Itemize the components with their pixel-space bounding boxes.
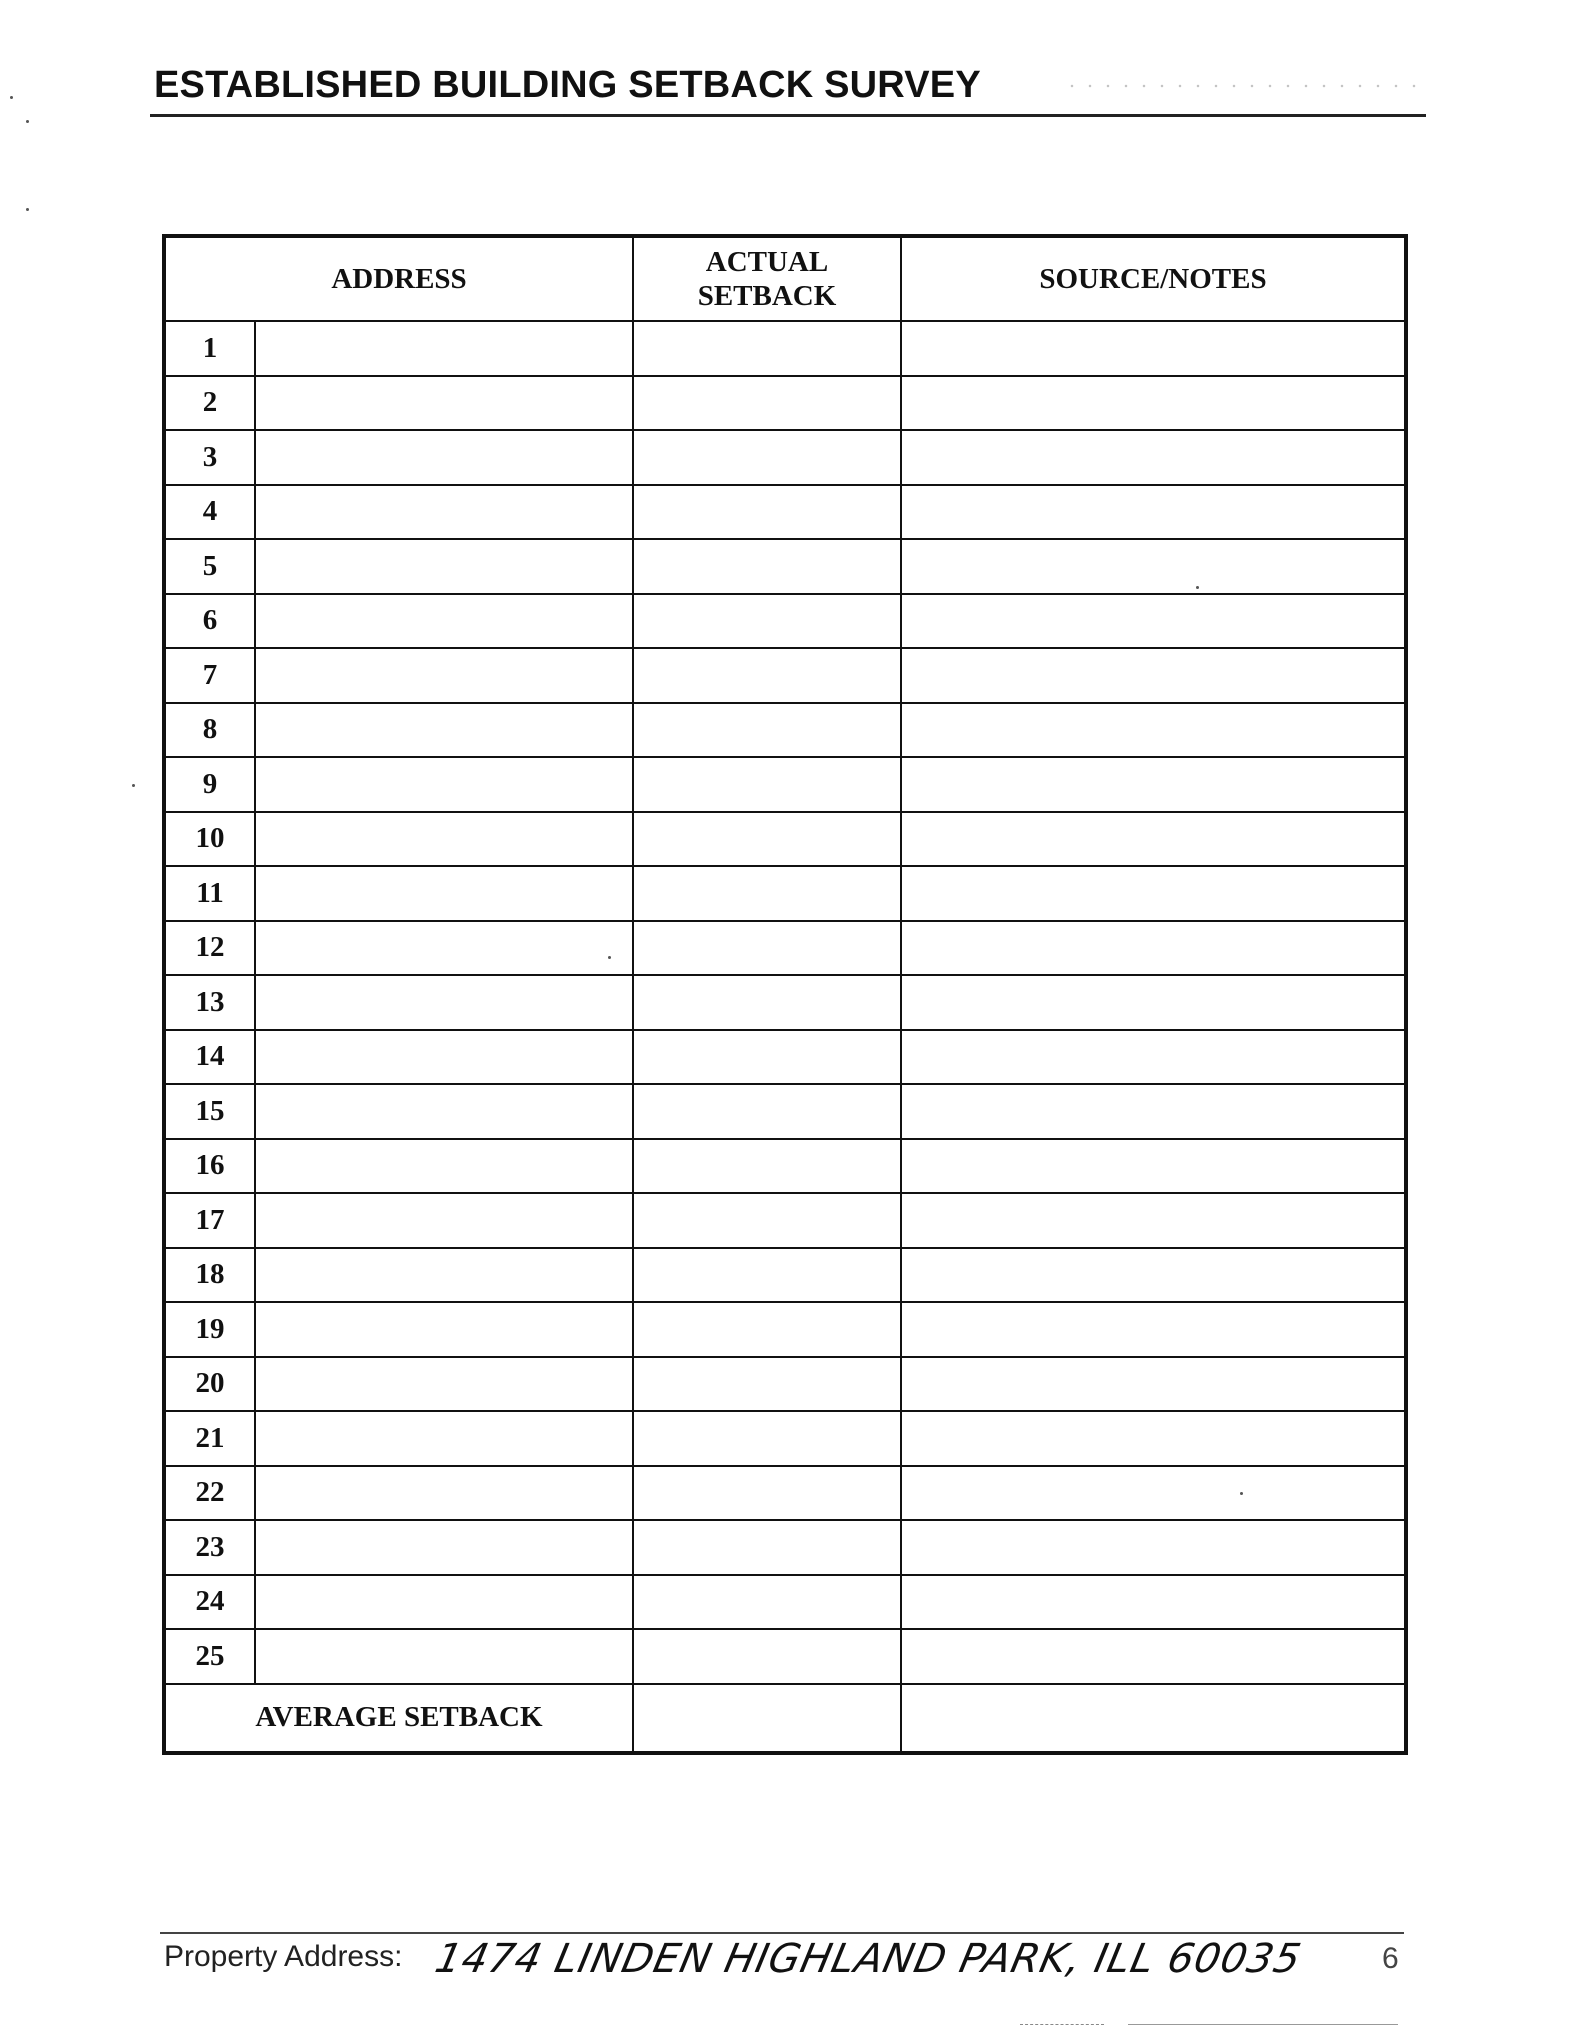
property-address-handwritten: 1474 LINDEN HIGHLAND PARK, ILL 60035 (431, 1936, 1306, 1982)
address-cell[interactable] (255, 1357, 633, 1412)
address-cell[interactable] (255, 594, 633, 649)
actual-setback-cell[interactable] (633, 1629, 901, 1684)
row-number: 10 (165, 812, 255, 867)
source-notes-cell[interactable] (901, 1629, 1405, 1684)
document-title: ESTABLISHED BUILDING SETBACK SURVEY (154, 64, 981, 106)
actual-setback-cell[interactable] (633, 1302, 901, 1357)
address-cell[interactable] (255, 539, 633, 594)
address-cell[interactable] (255, 1411, 633, 1466)
row-number: 21 (165, 1411, 255, 1466)
table-row (165, 1520, 1405, 1575)
row-number: 4 (165, 485, 255, 540)
scan-speck (10, 96, 13, 99)
page-number: 6 (1382, 1942, 1399, 1975)
address-cell[interactable] (255, 1575, 633, 1630)
row-number: 20 (165, 1357, 255, 1412)
row-number: 8 (165, 703, 255, 758)
actual-setback-cell[interactable] (633, 866, 901, 921)
footer-divider (160, 1932, 1404, 1934)
source-notes-cell[interactable] (901, 1411, 1405, 1466)
row-number: 22 (165, 1466, 255, 1521)
row-number: 2 (165, 376, 255, 431)
actual-setback-cell[interactable] (633, 975, 901, 1030)
row-number: 12 (165, 921, 255, 976)
address-cell[interactable] (255, 757, 633, 812)
average-setback-value-cell[interactable] (633, 1684, 901, 1752)
table-row (165, 757, 1405, 812)
actual-setback-cell[interactable] (633, 1030, 901, 1085)
average-setback-label: AVERAGE SETBACK (165, 1684, 633, 1752)
row-number: 25 (165, 1629, 255, 1684)
actual-setback-cell[interactable] (633, 485, 901, 540)
source-notes-cell[interactable] (901, 321, 1405, 376)
address-cell[interactable] (255, 1139, 633, 1194)
source-notes-cell[interactable] (901, 648, 1405, 703)
row-number: 5 (165, 539, 255, 594)
table-row (165, 1466, 1405, 1521)
table-row (165, 1084, 1405, 1139)
row-number: 23 (165, 1520, 255, 1575)
address-cell[interactable] (255, 975, 633, 1030)
source-notes-cell[interactable] (901, 921, 1405, 976)
scan-speck (26, 120, 29, 123)
source-notes-cell[interactable] (901, 812, 1405, 867)
source-notes-cell[interactable] (901, 376, 1405, 431)
row-number: 7 (165, 648, 255, 703)
address-cell[interactable] (255, 812, 633, 867)
table-row (165, 703, 1405, 758)
address-cell[interactable] (255, 1084, 633, 1139)
actual-setback-cell[interactable] (633, 430, 901, 485)
scan-artifact-line (1128, 2024, 1398, 2025)
average-notes-cell[interactable] (901, 1684, 1405, 1752)
header-actual-setback (633, 237, 901, 321)
property-address-label: Property Address: (164, 1940, 403, 1973)
table-row (165, 1248, 1405, 1303)
source-notes-cell[interactable] (901, 1575, 1405, 1630)
table-body (165, 321, 1405, 1684)
address-cell[interactable] (255, 1466, 633, 1521)
scan-speck (132, 784, 135, 787)
row-number: 19 (165, 1302, 255, 1357)
address-cell[interactable] (255, 430, 633, 485)
actual-setback-cell[interactable] (633, 594, 901, 649)
scan-speck (26, 208, 29, 211)
source-notes-cell[interactable] (901, 539, 1405, 594)
actual-setback-cell[interactable] (633, 539, 901, 594)
address-cell[interactable] (255, 1248, 633, 1303)
actual-setback-cell[interactable] (633, 1466, 901, 1521)
row-number: 14 (165, 1030, 255, 1085)
row-number: 1 (165, 321, 255, 376)
row-number: 11 (165, 866, 255, 921)
table-row (165, 866, 1405, 921)
actual-setback-cell[interactable] (633, 1193, 901, 1248)
table-row (165, 1575, 1405, 1630)
source-notes-cell[interactable] (901, 1520, 1405, 1575)
scan-speck (608, 956, 611, 959)
table-row (165, 430, 1405, 485)
actual-setback-cell[interactable] (633, 1575, 901, 1630)
source-notes-cell[interactable] (901, 485, 1405, 540)
table-row (165, 1030, 1405, 1085)
scan-speck (1196, 586, 1199, 589)
table-header-row (165, 237, 1405, 321)
scan-artifact-line (1020, 2024, 1104, 2025)
actual-setback-cell[interactable] (633, 1411, 901, 1466)
table-row (165, 594, 1405, 649)
actual-setback-cell[interactable] (633, 1357, 901, 1412)
header-address: ADDRESS (165, 237, 633, 321)
setback-survey-table (164, 236, 1406, 1753)
actual-setback-cell[interactable] (633, 757, 901, 812)
address-cell[interactable] (255, 485, 633, 540)
table-row (165, 1411, 1405, 1466)
table-row (165, 1629, 1405, 1684)
row-number: 17 (165, 1193, 255, 1248)
row-number: 6 (165, 594, 255, 649)
address-cell[interactable] (255, 1193, 633, 1248)
address-cell[interactable] (255, 1030, 633, 1085)
actual-setback-cell[interactable] (633, 1248, 901, 1303)
address-cell[interactable] (255, 376, 633, 431)
source-notes-cell[interactable] (901, 1084, 1405, 1139)
address-cell[interactable] (255, 648, 633, 703)
source-notes-cell[interactable] (901, 1248, 1405, 1303)
actual-setback-cell[interactable] (633, 1139, 901, 1194)
source-notes-cell[interactable] (901, 1030, 1405, 1085)
row-number: 9 (165, 757, 255, 812)
table-row (165, 648, 1405, 703)
actual-setback-cell[interactable] (633, 648, 901, 703)
table-row (165, 1302, 1405, 1357)
table-row (165, 321, 1405, 376)
source-notes-cell[interactable] (901, 594, 1405, 649)
source-notes-cell[interactable] (901, 757, 1405, 812)
source-notes-cell[interactable] (901, 1193, 1405, 1248)
address-cell[interactable] (255, 703, 633, 758)
average-row (165, 1684, 1405, 1752)
actual-setback-cell[interactable] (633, 321, 901, 376)
actual-setback-cell[interactable] (633, 1084, 901, 1139)
header-source-notes: SOURCE/NOTES (901, 237, 1405, 321)
address-cell[interactable] (255, 321, 633, 376)
header-actual-setback-text: ACTUAL SETBACK (697, 246, 837, 312)
address-cell[interactable] (255, 1520, 633, 1575)
source-notes-cell[interactable] (901, 1139, 1405, 1194)
row-number: 16 (165, 1139, 255, 1194)
row-number: 3 (165, 430, 255, 485)
table-row (165, 539, 1405, 594)
address-cell[interactable] (255, 1629, 633, 1684)
table-row (165, 1139, 1405, 1194)
table-row (165, 485, 1405, 540)
source-notes-cell[interactable] (901, 1357, 1405, 1412)
row-number: 24 (165, 1575, 255, 1630)
address-cell[interactable] (255, 921, 633, 976)
table-row (165, 812, 1405, 867)
address-cell[interactable] (255, 866, 633, 921)
actual-setback-cell[interactable] (633, 1520, 901, 1575)
source-notes-cell[interactable] (901, 866, 1405, 921)
table-row (165, 376, 1405, 431)
actual-setback-cell[interactable] (633, 376, 901, 431)
row-number: 18 (165, 1248, 255, 1303)
table-row (165, 975, 1405, 1030)
scan-speck (1240, 1492, 1243, 1495)
address-cell[interactable] (255, 1302, 633, 1357)
source-notes-cell[interactable] (901, 703, 1405, 758)
actual-setback-cell[interactable] (633, 703, 901, 758)
source-notes-cell[interactable] (901, 1302, 1405, 1357)
table-row (165, 1357, 1405, 1412)
row-number: 15 (165, 1084, 255, 1139)
table-row (165, 921, 1405, 976)
title-bar (150, 58, 1426, 117)
actual-setback-cell[interactable] (633, 921, 901, 976)
row-number: 13 (165, 975, 255, 1030)
table-row (165, 1193, 1405, 1248)
scan-noise (1064, 78, 1424, 94)
actual-setback-cell[interactable] (633, 812, 901, 867)
source-notes-cell[interactable] (901, 1466, 1405, 1521)
source-notes-cell[interactable] (901, 975, 1405, 1030)
source-notes-cell[interactable] (901, 430, 1405, 485)
